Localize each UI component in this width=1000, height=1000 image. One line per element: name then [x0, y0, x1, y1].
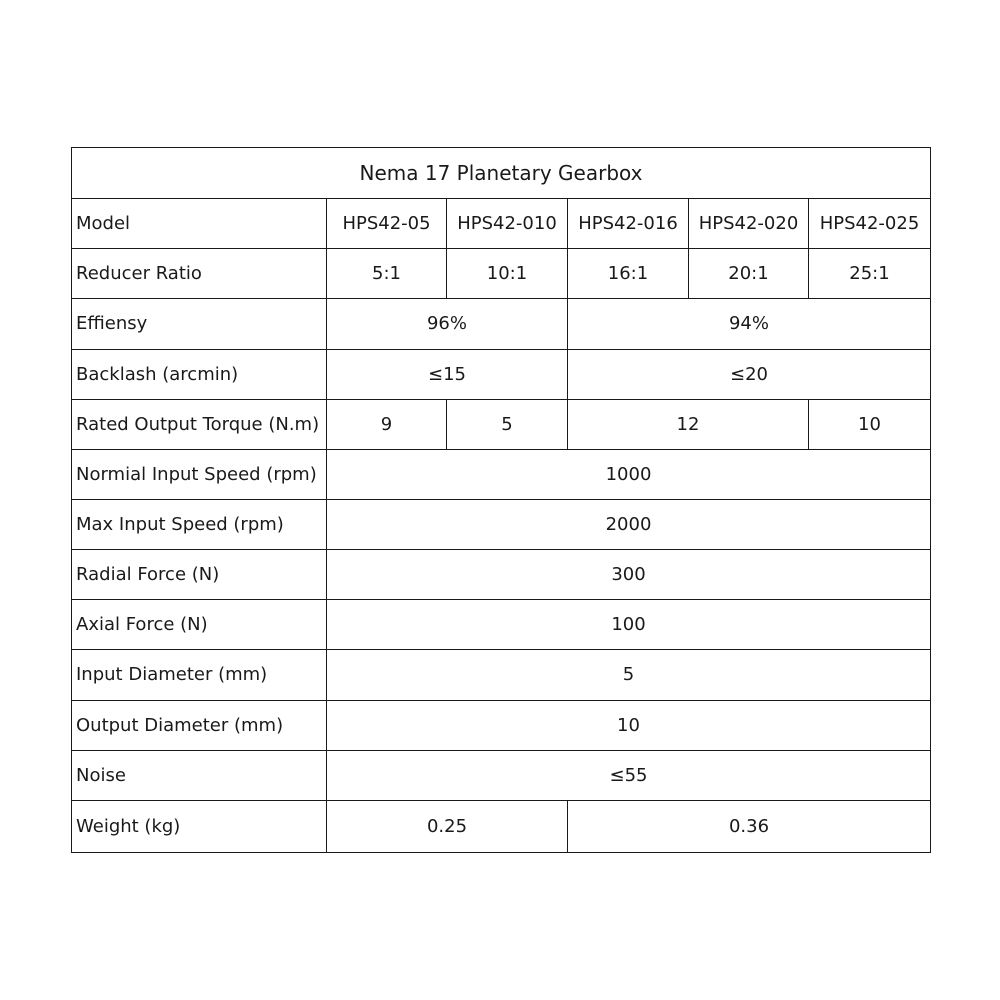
- cell-torque-2: 5: [447, 399, 568, 449]
- cell-ratio-3: 16:1: [568, 249, 689, 299]
- row-label-input-diameter: Input Diameter (mm): [72, 650, 327, 700]
- table-row-backlash: [72, 349, 931, 399]
- cell-input-diameter: 5: [327, 650, 931, 700]
- cell-torque-4: 10: [809, 399, 931, 449]
- spec-table: [71, 147, 931, 853]
- cell-normal-input-speed: 1000: [327, 449, 931, 499]
- table-row-model: [72, 199, 931, 249]
- table-title-row: [72, 148, 931, 199]
- cell-torque-1: 9: [327, 399, 447, 449]
- row-label-reducer-ratio: Reducer Ratio: [72, 249, 327, 299]
- table-row-normal-input-speed: [72, 449, 931, 499]
- row-label-max-input-speed: Max Input Speed (rpm): [72, 499, 327, 549]
- cell-axial-force: 100: [327, 600, 931, 650]
- row-label-normal-input-speed: Normial Input Speed (rpm): [72, 449, 327, 499]
- row-label-model: Model: [72, 199, 327, 249]
- cell-ratio-4: 20:1: [689, 249, 809, 299]
- cell-backlash-2: ≤20: [568, 349, 931, 399]
- cell-model-4: HPS42-020: [689, 199, 809, 249]
- table-row-input-diameter: [72, 650, 931, 700]
- cell-efficiency-2: 94%: [568, 299, 931, 349]
- row-label-output-diameter: Output Diameter (mm): [72, 700, 327, 750]
- table-row-reducer-ratio: [72, 249, 931, 299]
- cell-efficiency-1: 96%: [327, 299, 568, 349]
- cell-torque-3: 12: [568, 399, 809, 449]
- cell-radial-force: 300: [327, 550, 931, 600]
- cell-max-input-speed: 2000: [327, 499, 931, 549]
- cell-weight-2: 0.36: [568, 800, 931, 852]
- cell-ratio-2: 10:1: [447, 249, 568, 299]
- table-row-output-diameter: [72, 700, 931, 750]
- table-row-max-input-speed: [72, 499, 931, 549]
- cell-output-diameter: 10: [327, 700, 931, 750]
- row-label-axial-force: Axial Force (N): [72, 600, 327, 650]
- cell-model-5: HPS42-025: [809, 199, 931, 249]
- row-label-backlash: Backlash (arcmin): [72, 349, 327, 399]
- cell-ratio-1: 5:1: [327, 249, 447, 299]
- cell-model-1: HPS42-05: [327, 199, 447, 249]
- table-row-rated-output-torque: [72, 399, 931, 449]
- table-row-weight: [72, 800, 931, 852]
- cell-backlash-1: ≤15: [327, 349, 568, 399]
- table-row-efficiency: [72, 299, 931, 349]
- cell-ratio-5: 25:1: [809, 249, 931, 299]
- cell-model-2: HPS42-010: [447, 199, 568, 249]
- row-label-radial-force: Radial Force (N): [72, 550, 327, 600]
- row-label-noise: Noise: [72, 750, 327, 800]
- row-label-efficiency: Effiensy: [72, 299, 327, 349]
- row-label-rated-output-torque: Rated Output Torque (N.m): [72, 399, 327, 449]
- row-label-weight: Weight (kg): [72, 800, 327, 852]
- cell-weight-1: 0.25: [327, 800, 568, 852]
- table-title: Nema 17 Planetary Gearbox: [72, 148, 931, 199]
- table-row-noise: [72, 750, 931, 800]
- cell-noise: ≤55: [327, 750, 931, 800]
- table-row-axial-force: [72, 600, 931, 650]
- cell-model-3: HPS42-016: [568, 199, 689, 249]
- table-row-radial-force: [72, 550, 931, 600]
